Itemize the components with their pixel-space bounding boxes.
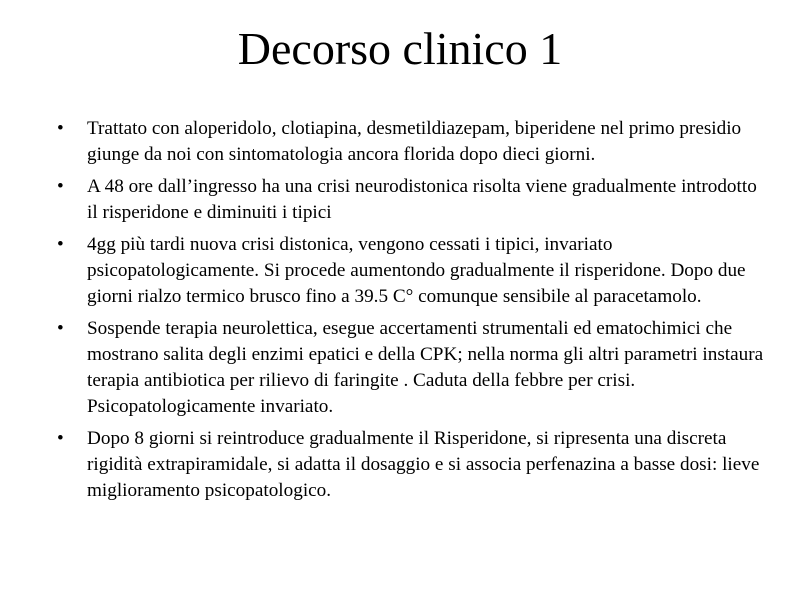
bullet-item [57, 232, 772, 310]
bullet-item [57, 116, 772, 168]
bullet-text: 4gg più tardi nuova crisi distonica, vengono cessati i tipici, invariato psicopatologicamente. Si procede aumentondo gradualmente il risperidone. Dopo due giorni rialzo termico brusco fino a 39.5 C° comunque sensibile al paracetamolo. [87, 234, 746, 307]
slide-title: Decorso clinico 1 [237, 23, 563, 74]
bullet-icon: • [57, 318, 64, 339]
bullet-text: A 48 ore dall’ingresso ha una crisi neurodistonica risolta viene gradualmente introdotto il risperidone e diminuiti i tipici [87, 176, 757, 223]
bullet-icon: • [57, 428, 64, 449]
bullet-list [57, 116, 772, 510]
bullet-icon: • [57, 176, 64, 197]
bullet-item [57, 316, 772, 420]
bullet-text: Trattato con aloperidolo, clotiapina, desmetildiazepam, biperidene nel primo presidio giunge da noi con sintomatologia ancora florida dopo dieci giorni. [87, 118, 742, 165]
bullet-text: Dopo 8 giorni si reintroduce gradualmente il Risperidone, si ripresenta una discreta rigidità extrapiramidale, si adatta il dosaggio e si associa perfenazina a basse dosi: lieve miglioramento psicopatologico. [87, 428, 760, 501]
bullet-item [57, 426, 772, 504]
bullet-icon: • [57, 234, 64, 255]
bullet-text: Sospende terapia neurolettica, esegue accertamenti strumentali ed ematochimici che mostrano salita degli enzimi epatici e della CPK; nella norma gli altri parametri instaura terapia antibiotica per rilievo di faringite . Caduta della febbre per crisi. Psicopatologicamente invariato. [87, 318, 764, 417]
bullet-item [57, 174, 772, 226]
bullet-icon: • [57, 118, 64, 139]
